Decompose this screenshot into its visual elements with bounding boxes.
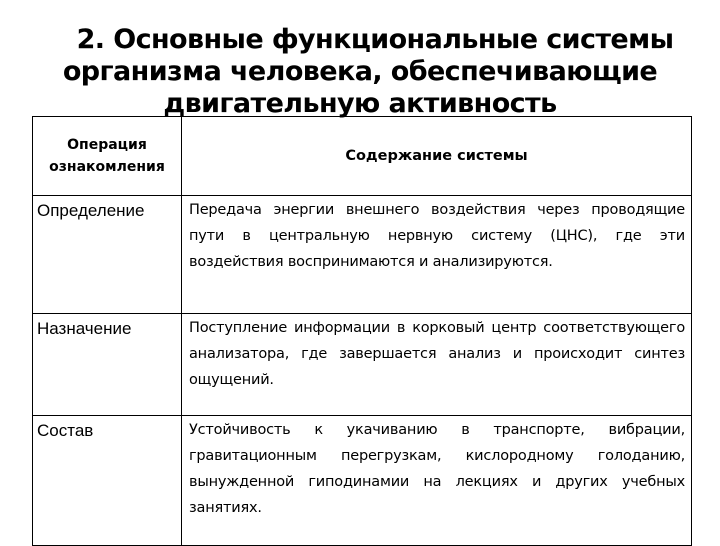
header-cell-operation (33, 117, 182, 196)
row-text-purpose: Поступление информации в корковый центр соответствующего анализатора, где завершается анализ и происходит синтез ощущений. (182, 314, 692, 416)
functional-systems-table (32, 116, 692, 546)
row-label-definition: Определение (33, 196, 182, 314)
slide-title (0, 24, 720, 120)
table-row (33, 196, 692, 314)
header-operation-line-1: Операция (67, 137, 147, 153)
row-text-definition: Передача энергии внешнего воздействия через проводящие пути в центральную нервную систему (ЦНС), где эти воздействия воспринимаются и анализируются. (182, 196, 692, 314)
header-cell-content: Содержание системы (182, 117, 692, 196)
table-row (33, 314, 692, 416)
title-line-3: двигательную активность (163, 88, 557, 119)
table-header-row (33, 117, 692, 196)
title-line-2: организма человека, обеспечивающие (62, 56, 658, 87)
table-row (33, 416, 692, 546)
title-line-1: 2. Основные функциональные системы (76, 24, 674, 55)
row-label-composition: Состав (33, 416, 182, 546)
header-operation-line-2: ознакомления (49, 159, 165, 175)
row-text-composition: Устойчивость к укачиванию в транспорте, вибрации, гравитационным перегрузкам, кислородному голоданию, вынужденной гиподинамии на лекциях и других учебных занятиях. (182, 416, 692, 546)
row-label-purpose: Назначение (33, 314, 182, 416)
